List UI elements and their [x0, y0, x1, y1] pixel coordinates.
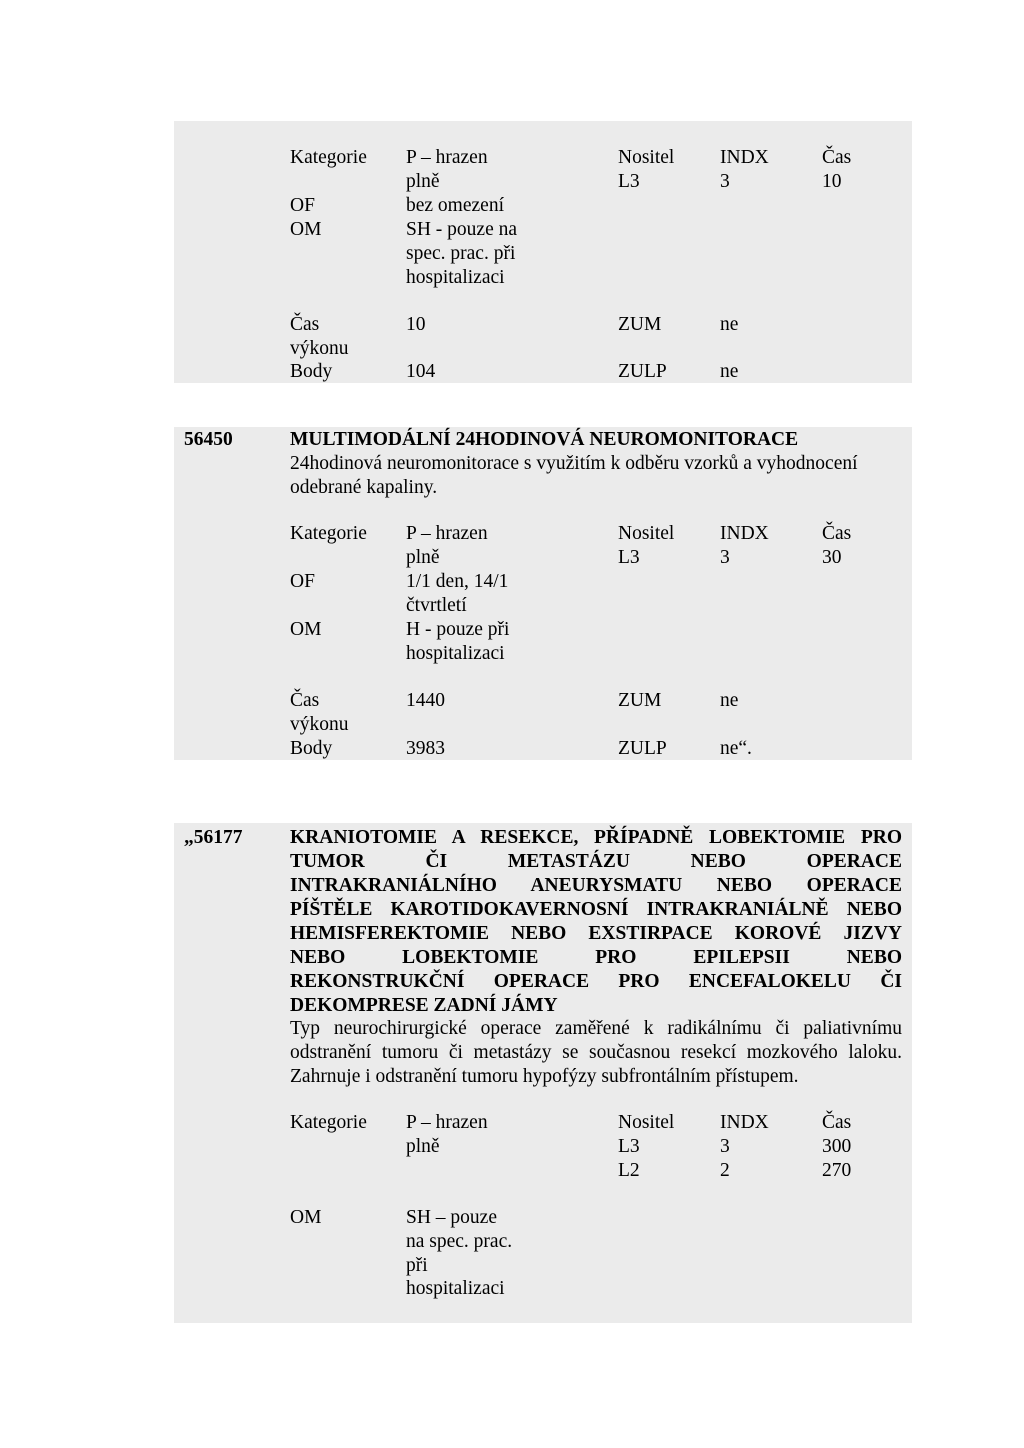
- nositel-value: L3: [618, 1136, 640, 1157]
- body-value: 3983: [406, 738, 445, 759]
- kategorie-label: Kategorie: [290, 523, 367, 544]
- kategorie-value-2: plně: [406, 547, 440, 568]
- procedure-title-line: INTRAKRANIÁLNÍHO ANEURYSMATU NEBO OPERACE: [290, 875, 902, 896]
- om-value-line: hospitalizaci: [406, 1278, 505, 1299]
- of-label: OF: [290, 571, 315, 592]
- cas-vykonu-label: Čas: [290, 314, 320, 335]
- kategorie-label: Kategorie: [290, 1112, 367, 1133]
- kategorie-value-2: plně: [406, 1136, 440, 1157]
- om-value-line: SH – pouze: [406, 1207, 497, 1228]
- procedure-title-line: DEKOMPRESE ZADNÍ JÁMY: [290, 995, 558, 1016]
- body-label: Body: [290, 738, 333, 759]
- procedure-title-line: PÍŠTĚLE KAROTIDOKAVERNOSNÍ INTRAKRANIÁLNĚ NEBO: [290, 899, 902, 920]
- kategorie-value: P – hrazen: [406, 523, 488, 544]
- zum-value: ne: [720, 690, 739, 711]
- nositel-label: Nositel: [618, 147, 675, 168]
- om-label: OM: [290, 219, 322, 240]
- cas-vykonu-label: Čas: [290, 690, 320, 711]
- procedure-desc-line: Zahrnuje i odstranění tumoru hypofýzy subfrontálním přístupem.: [290, 1066, 799, 1087]
- indx-value: 2: [720, 1160, 730, 1181]
- nositel-label: Nositel: [618, 523, 675, 544]
- indx-label: INDX: [720, 523, 769, 544]
- zum-label: ZUM: [618, 690, 662, 711]
- om-value-line: hospitalizaci: [406, 267, 505, 288]
- zulp-label: ZULP: [618, 738, 667, 759]
- nositel-value: L2: [618, 1160, 640, 1181]
- nositel-label: Nositel: [618, 1112, 675, 1133]
- procedure-desc-line: Typ neurochirurgické operace zaměřené k radikálnímu či paliativnímu: [290, 1018, 902, 1039]
- procedure-title-line: REKONSTRUKČNÍ OPERACE PRO ENCEFALOKELU ČI: [290, 971, 902, 992]
- of-value-line: 1/1 den, 14/1: [406, 571, 509, 592]
- body-value: 104: [406, 361, 436, 382]
- om-label: OM: [290, 1207, 322, 1228]
- kategorie-value-2: plně: [406, 171, 440, 192]
- procedure-title-line: HEMISFEREKTOMIE NEBO EXSTIRPACE KOROVÉ JIZVY: [290, 923, 902, 944]
- zulp-label: ZULP: [618, 361, 667, 382]
- procedure-desc-line: odstranění tumoru či metastázy se současnou resekcí mozkového laloku.: [290, 1042, 902, 1063]
- om-label: OM: [290, 619, 322, 640]
- zulp-value: ne: [720, 361, 739, 382]
- zulp-value: ne“.: [720, 738, 752, 759]
- zum-label: ZUM: [618, 314, 662, 335]
- block-1: [174, 121, 912, 383]
- cas-value: 10: [822, 171, 842, 192]
- om-value-line: spec. prac. při: [406, 243, 516, 264]
- procedure-title: MULTIMODÁLNÍ 24HODINOVÁ NEUROMONITORACE: [290, 429, 799, 450]
- om-value-line: hospitalizaci: [406, 643, 505, 664]
- cas-value: 30: [822, 547, 842, 568]
- cas-label: Čas: [822, 523, 852, 544]
- procedure-title-line: TUMOR ČI METASTÁZU NEBO OPERACE: [290, 851, 902, 872]
- om-value-line: SH - pouze na: [406, 219, 518, 240]
- block-2: [174, 427, 912, 760]
- cas-vykonu-label-2: výkonu: [290, 714, 349, 735]
- cas-label: Čas: [822, 147, 852, 168]
- kategorie-value: P – hrazen: [406, 1112, 488, 1133]
- kategorie-label: Kategorie: [290, 147, 367, 168]
- indx-value: 3: [720, 171, 730, 192]
- cas-vykonu-label-2: výkonu: [290, 338, 349, 359]
- cas-value: 300: [822, 1136, 852, 1157]
- indx-value: 3: [720, 1136, 730, 1157]
- of-value: bez omezení: [406, 195, 504, 216]
- om-value-line: H - pouze při: [406, 619, 510, 640]
- nositel-value: L3: [618, 547, 640, 568]
- kategorie-value: P – hrazen: [406, 147, 488, 168]
- indx-label: INDX: [720, 1112, 769, 1133]
- procedure-desc-line: 24hodinová neuromonitorace s využitím k odběru vzorků a vyhodnocení: [290, 453, 858, 474]
- procedure-code: „56177: [184, 827, 243, 848]
- nositel-value: L3: [618, 171, 640, 192]
- of-value-line: čtvrtletí: [406, 595, 467, 616]
- om-value-line: na spec. prac.: [406, 1231, 513, 1252]
- procedure-code: 56450: [184, 429, 233, 450]
- zum-value: ne: [720, 314, 739, 335]
- of-label: OF: [290, 195, 315, 216]
- cas-vykonu-value: 10: [406, 314, 426, 335]
- indx-value: 3: [720, 547, 730, 568]
- cas-vykonu-value: 1440: [406, 690, 445, 711]
- procedure-title-line: NEBO LOBEKTOMIE PRO EPILEPSII NEBO: [290, 947, 902, 968]
- body-label: Body: [290, 361, 333, 382]
- procedure-title-line: KRANIOTOMIE A RESEKCE, PŘÍPADNĚ LOBEKTOMIE PRO: [290, 827, 902, 848]
- indx-label: INDX: [720, 147, 769, 168]
- cas-label: Čas: [822, 1112, 852, 1133]
- om-value-line: při: [406, 1255, 428, 1276]
- procedure-desc-line: odebrané kapaliny.: [290, 477, 438, 498]
- cas-value: 270: [822, 1160, 852, 1181]
